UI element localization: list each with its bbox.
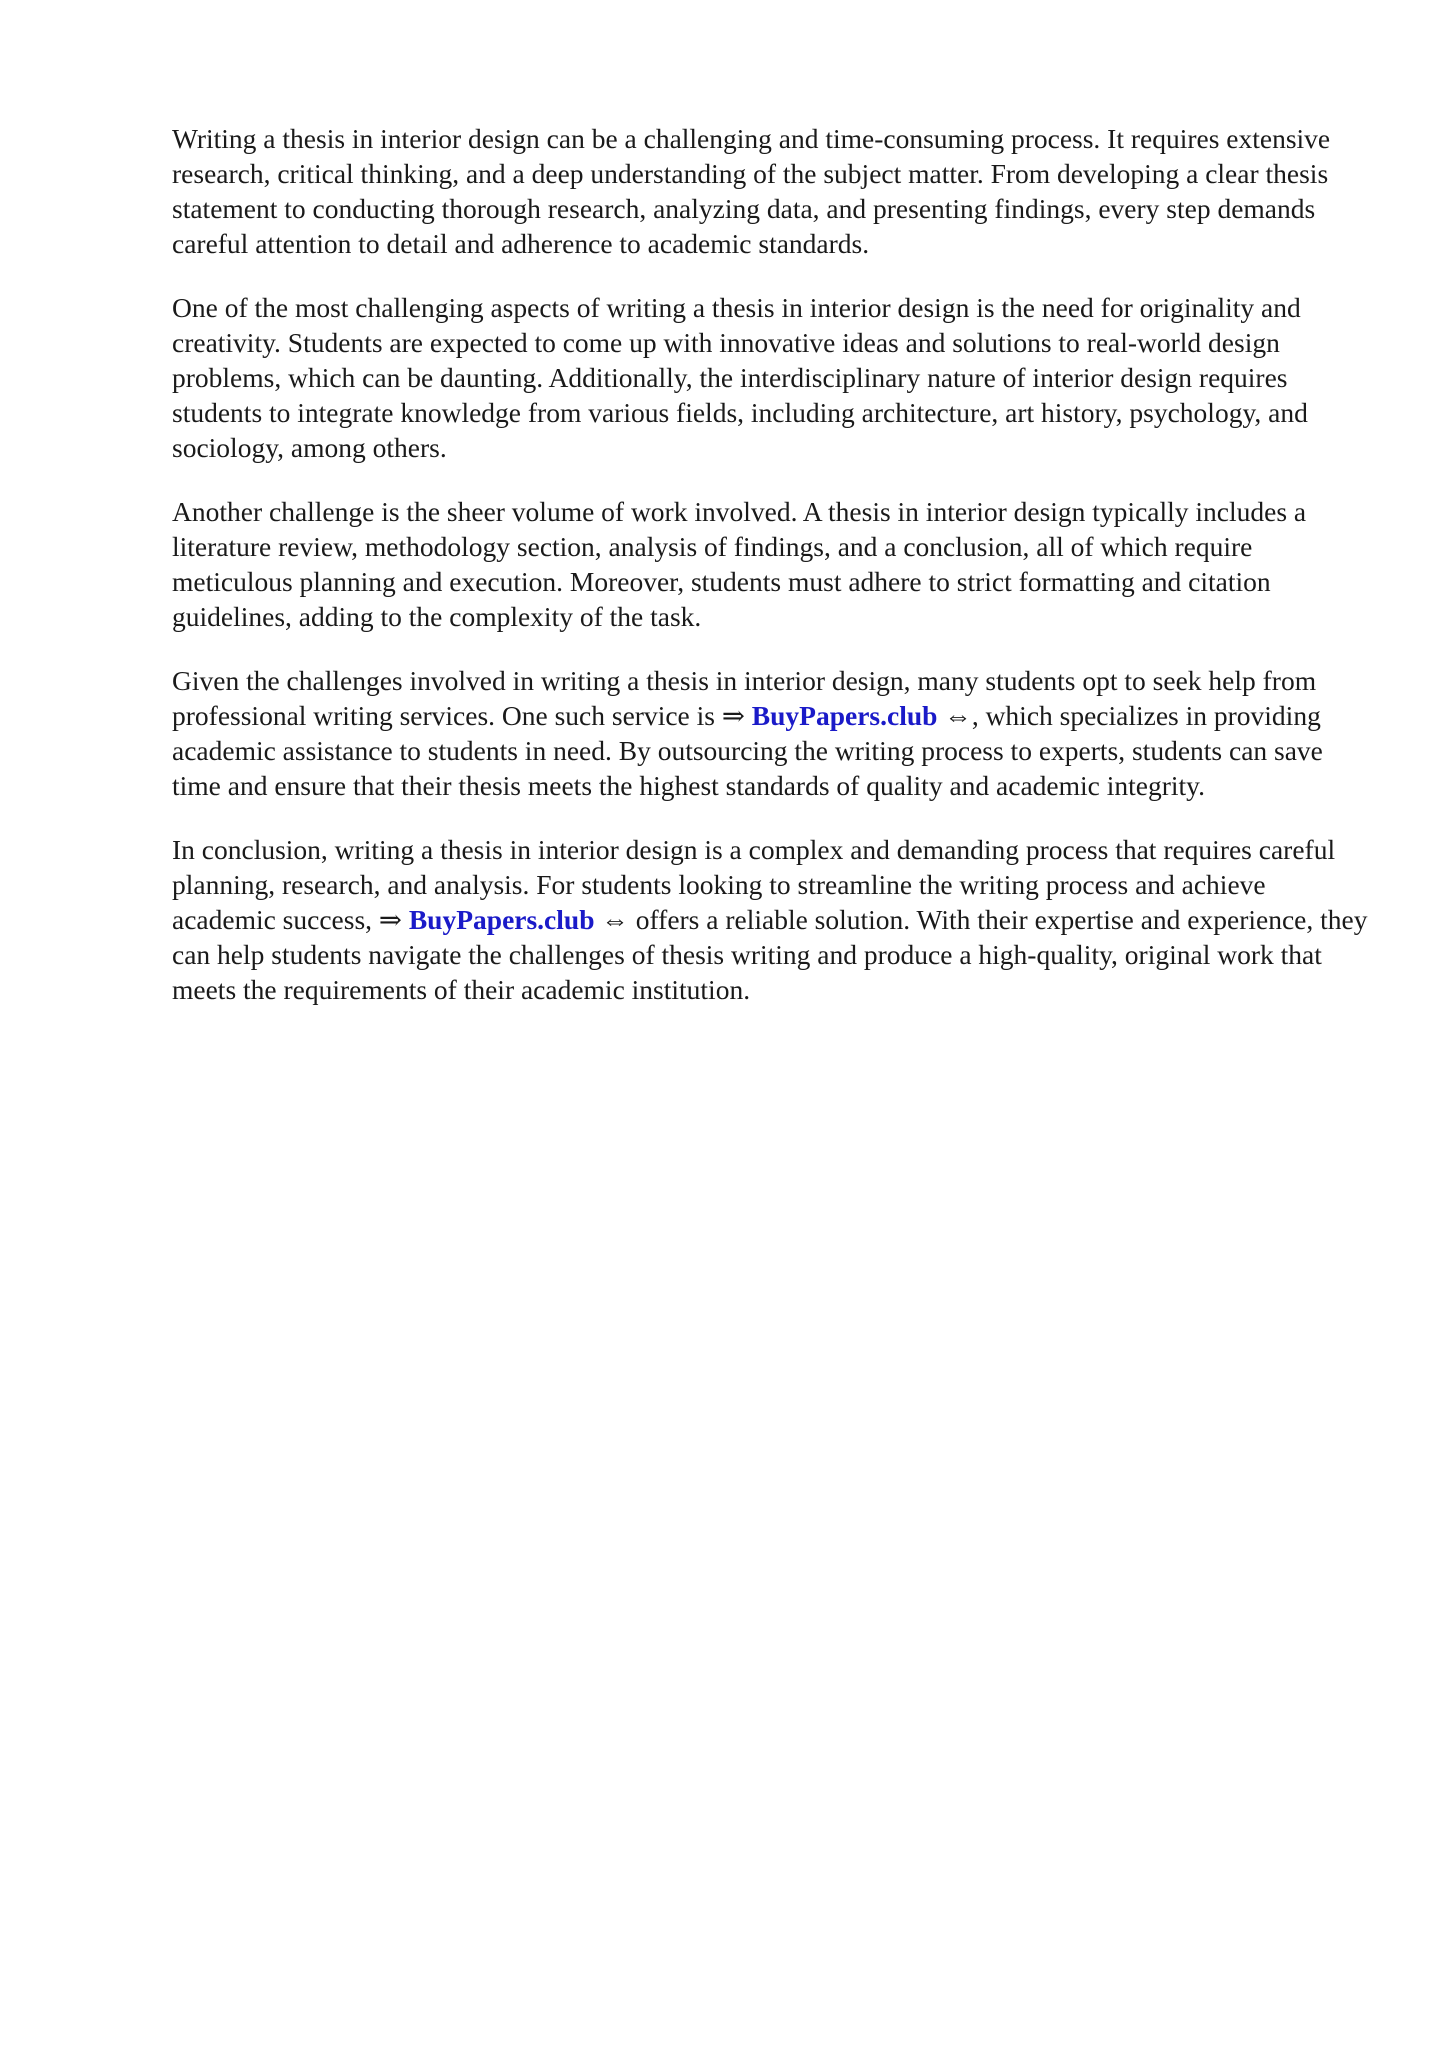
paragraph-service: [172, 663, 1372, 803]
paragraph-text: One of the most challenging aspects of writing a thesis in interior design is the need for originality and creativity. Students are expected to come up with innovative ideas and solutions to real-world design problems, which can be daunting. Additionally, the interdisciplinary nature of interior design requires students to integrate knowledge from various fields, including architecture, art history, psychology, and sociology, among others.: [172, 292, 1308, 463]
paragraph-volume: [172, 494, 1372, 634]
paragraph-text: Another challenge is the sheer volume of work involved. A thesis in interior design typically includes a literature review, methodology section, analysis of findings, and a conclusion, all of which require meticulous planning and execution. Moreover, students must adhere to strict formatting and citation guidelines, adding to the complexity of the task.: [172, 496, 1307, 632]
buypapers-link[interactable]: BuyPapers.club: [751, 700, 938, 731]
right-arrow-icon: ⇒: [721, 700, 745, 731]
document-body: [172, 121, 1372, 1036]
paragraph-text: offers a reliable solution. With their expertise and experience, they can help students navigate the challenges of thesis writing and produce a high-quality, original work that meets the requirements of their academic institution.: [172, 904, 1368, 1005]
double-arrow-icon: ⇔: [944, 700, 972, 731]
buypapers-link[interactable]: BuyPapers.club: [408, 904, 595, 935]
paragraph-intro: [172, 121, 1372, 261]
right-arrow-icon: ⇒: [378, 904, 402, 935]
paragraph-text: , which specializes in providing academic assistance to students in need. By outsourcing the writing process to experts, students can save time and ensure that their thesis meets the highest standards of quality and academic integrity.: [172, 700, 1323, 801]
double-arrow-icon: ⇔: [601, 904, 629, 935]
paragraph-text: Writing a thesis in interior design can be a challenging and time-consuming process. It requires extensive research, critical thinking, and a deep understanding of the subject matter. From developing a clear thesis statement to conducting thorough research, analyzing data, and presenting findings, every step demands careful attention to detail and adherence to academic standards.: [172, 123, 1331, 259]
paragraph-text: Given the challenges involved in writing a thesis in interior design, many students opt to seek help from professional writing services. One such service is: [172, 665, 1317, 731]
paragraph-originality: [172, 290, 1372, 465]
paragraph-text: In conclusion, writing a thesis in interior design is a complex and demanding process that requires careful planning, research, and analysis. For students looking to streamline the writing process and achieve academic success,: [172, 834, 1336, 935]
paragraph-conclusion: [172, 832, 1372, 1007]
